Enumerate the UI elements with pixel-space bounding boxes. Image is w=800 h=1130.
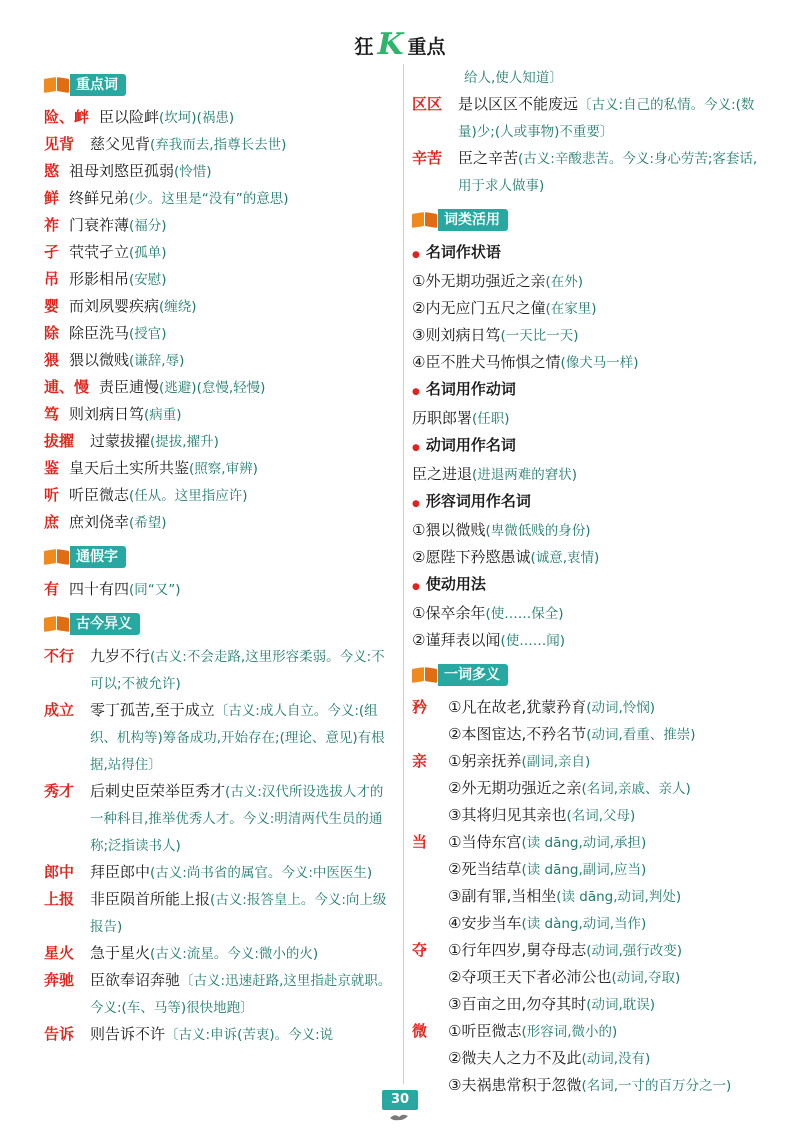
usage-example-text: 历职郎署 <box>412 409 473 427</box>
polysemy-example-text: ②死当结草 <box>448 860 522 878</box>
usage-category <box>412 488 766 517</box>
entry-body <box>90 131 394 158</box>
usage-category <box>412 239 766 268</box>
entry-term: 祚 <box>44 216 60 234</box>
polysemy-example-text: ②外无期功强近之亲 <box>448 779 582 797</box>
entry-row <box>44 266 394 293</box>
polysemy-example <box>448 694 766 721</box>
entry-body <box>69 509 394 536</box>
usage-example <box>412 322 766 349</box>
entry-note: 〔古义:迅速赶路,这里指赴京就职。今义:(车、马等)很快地跑〕 <box>90 973 392 1016</box>
usage-example-note: (使……闻) <box>500 633 565 649</box>
polysemy-example-text: ①凡在故老,犹蒙矜育 <box>448 698 587 716</box>
usage-category-label: 名词用作动词 <box>425 380 516 398</box>
entry-row <box>44 886 394 940</box>
polysemy-example-note: (读 dàng,动词,当作) <box>521 916 647 932</box>
polysemy-items <box>448 748 766 829</box>
entry-row <box>44 778 394 859</box>
entry-term: 郎中 <box>44 863 75 881</box>
entry-text: 而刘夙婴疾病 <box>69 297 160 315</box>
polysemy-example-note: (名词,一寸的百万分之一) <box>581 1078 732 1094</box>
entry-text: 茕茕孑立 <box>69 243 130 261</box>
usage-example-note: (一天比一天) <box>500 328 579 344</box>
entry-body <box>90 643 394 697</box>
entry-term: 险、衅 <box>44 108 90 126</box>
continued-note-text: 给人,使人知道〕 <box>464 70 563 86</box>
entry-note: (安慰) <box>129 272 167 288</box>
entry-row <box>44 576 394 603</box>
section-ancient-modern-meanings <box>44 613 394 635</box>
entry-body <box>69 482 394 509</box>
header-title-right: 重点 <box>407 35 446 58</box>
usage-category <box>412 376 766 405</box>
entry-term: 成立 <box>44 701 75 719</box>
polysemy-group <box>412 937 766 1018</box>
entry-note: 〔古义:自己的私情。今义:(数量)少;(人或事物)不重要〕 <box>458 97 755 140</box>
entry-body <box>90 778 394 859</box>
usage-example <box>412 461 766 488</box>
entry-text: 祖母刘愍臣孤弱 <box>69 162 175 180</box>
entry-note: (病重) <box>144 407 182 423</box>
entry-term: 婴 <box>44 297 60 315</box>
entry-note: (同“又”) <box>129 582 181 598</box>
entry-row <box>44 428 394 455</box>
entry-text: 臣欲奉诏奔驰 <box>90 971 181 989</box>
entry-term: 辛苦 <box>412 149 443 167</box>
usage-example-note: (任职) <box>472 411 510 427</box>
entry-row <box>44 320 394 347</box>
entry-term: 奔驰 <box>44 971 75 989</box>
polysemy-example <box>448 937 766 964</box>
entry-row <box>44 967 394 1021</box>
polysemy-example-text: ②夺项王天下者必沛公也 <box>448 968 612 986</box>
bullet-dot-icon: ● <box>412 443 420 453</box>
polysemy-example <box>448 1018 766 1045</box>
polysemy-example-note: (副词,亲自) <box>521 754 591 770</box>
entry-body <box>69 158 394 185</box>
ancient-modern-list <box>44 643 394 1048</box>
polysemy-example-text: ③其将归见其亲也 <box>448 806 567 824</box>
entry-term: 孑 <box>44 243 60 261</box>
polysemy-example-text: ①躬亲抚养 <box>448 752 522 770</box>
bullet-dot-icon: ● <box>412 387 420 397</box>
entry-note: (谦辞,辱) <box>129 353 185 369</box>
entry-term: 星火 <box>44 944 75 962</box>
entry-note: (希望) <box>129 515 167 531</box>
bullet-dot-icon: ● <box>412 250 420 260</box>
polysemy-example-text: ④安步当车 <box>448 914 522 932</box>
entry-text: 听臣微志 <box>69 486 130 504</box>
usage-example-note: (在外) <box>545 274 583 290</box>
polysemy-example-text: ①当侍东宫 <box>448 833 522 851</box>
entry-term: 秀才 <box>44 782 75 800</box>
entry-term: 区区 <box>412 95 443 113</box>
usage-example-note: (使……保全) <box>485 606 564 622</box>
entry-body <box>69 239 394 266</box>
polysemy-example-note: (名词,亲戚、亲人) <box>581 781 691 797</box>
entry-row <box>44 643 394 697</box>
entry-body <box>90 967 394 1021</box>
entry-text: 臣之辛苦 <box>458 149 519 167</box>
entry-term: 庶 <box>44 513 60 531</box>
entry-term: 上报 <box>44 890 75 908</box>
usage-example-note: (诚意,衷情) <box>530 550 600 566</box>
entry-note: (孤单) <box>129 245 167 261</box>
entry-row <box>44 482 394 509</box>
entry-term: 有 <box>44 580 60 598</box>
page-number: 30 <box>382 1090 418 1110</box>
book-icon <box>44 548 70 566</box>
header-k-logo: K <box>377 27 404 62</box>
polysemy-example <box>448 883 766 910</box>
entry-note: (坎坷)(祸患) <box>159 110 235 126</box>
polysemy-example-text: ③夫祸患常积于忽微 <box>448 1076 582 1094</box>
usage-example-note: (像犬马一样) <box>560 355 639 371</box>
entry-row <box>44 239 394 266</box>
entry-row <box>44 401 394 428</box>
entry-note: (古义:报答皇上。今义:向上级报告) <box>90 892 387 935</box>
section-title-label: 一词多义 <box>438 664 508 686</box>
entry-text: 过蒙拔擢 <box>90 432 151 450</box>
entry-note: (古义:流星。今义:微小的火) <box>150 946 319 962</box>
entry-text: 则告诉不许 <box>90 1025 166 1043</box>
entry-term: 笃 <box>44 405 60 423</box>
polysemy-term: 夺 <box>412 941 428 959</box>
usage-example <box>412 627 766 654</box>
polysemy-list <box>412 694 766 1099</box>
polysemy-items <box>448 694 766 748</box>
page-header <box>0 27 800 62</box>
polysemy-example-text: ③百亩之田,勿夺其时 <box>448 995 587 1013</box>
polysemy-example-text: ①行年四岁,舅夺母志 <box>448 941 587 959</box>
ancient-modern-continued-list <box>412 91 766 199</box>
entry-note: (任从。这里指应许) <box>129 488 248 504</box>
entry-row <box>44 104 394 131</box>
usage-example-note: (进退两难的窘状) <box>472 467 578 483</box>
entry-row <box>44 131 394 158</box>
usage-example-text: ①保卒余年 <box>412 604 486 622</box>
usage-example-text: ①猥以微贱 <box>412 521 486 539</box>
entry-row <box>44 509 394 536</box>
usage-category-label: 名词作状语 <box>425 243 501 261</box>
entry-text: 九岁不行 <box>90 647 151 665</box>
entry-text: 猥以微贱 <box>69 351 130 369</box>
entry-row <box>44 212 394 239</box>
entry-body <box>90 886 394 940</box>
polysemy-example-text: ②微夫人之力不及此 <box>448 1049 582 1067</box>
polysemy-example-note: (读 dāng,副词,应当) <box>521 862 647 878</box>
left-column <box>44 64 394 1048</box>
polysemy-group <box>412 829 766 937</box>
entry-row <box>44 1021 394 1048</box>
polysemy-example <box>448 910 766 937</box>
bullet-dot-icon: ● <box>412 582 420 592</box>
section-word-class-usage <box>412 209 766 231</box>
polysemy-example-note: (读 dāng,动词,承担) <box>521 835 647 851</box>
polysemy-example <box>448 856 766 883</box>
entry-body <box>99 374 394 401</box>
entry-note: 〔古义:申诉(苦衷)。今义:说 <box>165 1027 334 1043</box>
polysemy-term: 亲 <box>412 752 428 770</box>
entry-row <box>44 293 394 320</box>
entry-note: (授官) <box>129 326 167 342</box>
entry-term: 告诉 <box>44 1025 75 1043</box>
entry-row <box>412 91 766 145</box>
entry-row <box>44 940 394 967</box>
entry-note: (福分) <box>129 218 167 234</box>
entry-row <box>44 374 394 401</box>
polysemy-term: 微 <box>412 1022 428 1040</box>
entry-text: 后刺史臣荣举臣秀才 <box>90 782 226 800</box>
entry-body <box>69 212 394 239</box>
polysemy-example <box>448 775 766 802</box>
entry-body <box>90 940 394 967</box>
usage-example <box>412 295 766 322</box>
word-class-usage-list <box>412 239 766 654</box>
entry-text: 庶刘侥幸 <box>69 513 130 531</box>
usage-category-label: 动词用作名词 <box>425 436 516 454</box>
polysemy-example-note: (动词,强行改变) <box>586 943 683 959</box>
polysemy-example-note: (形容词,微小的) <box>521 1024 618 1040</box>
entry-text: 非臣陨首所能上报 <box>90 890 211 908</box>
usage-example-text: ③则刘病日笃 <box>412 326 501 344</box>
polysemy-term: 当 <box>412 833 428 851</box>
entry-note: (提拔,擢升) <box>150 434 219 450</box>
entry-body <box>90 1021 394 1048</box>
polysemy-group <box>412 1018 766 1099</box>
entry-note: (古义:辛酸悲苦。今义:身心劳苦;客套话,用于求人做事) <box>458 151 758 194</box>
entry-body <box>90 428 394 455</box>
entry-note: (缠绕) <box>159 299 197 315</box>
polysemy-example <box>448 964 766 991</box>
polysemy-term: 矜 <box>412 698 428 716</box>
book-icon <box>412 211 438 229</box>
entry-text: 急于星火 <box>90 944 151 962</box>
usage-example <box>412 544 766 571</box>
entry-note: (古义:尚书省的属官。今义:中医医生) <box>150 865 373 881</box>
entry-row <box>412 145 766 199</box>
entry-row <box>44 697 394 778</box>
column-divider <box>403 64 404 1084</box>
polysemy-example <box>448 802 766 829</box>
entry-term: 见背 <box>44 135 75 153</box>
entry-body <box>69 185 394 212</box>
entry-term: 鲜 <box>44 189 60 207</box>
usage-example <box>412 517 766 544</box>
polysemy-items <box>448 937 766 1018</box>
entry-note: (古义:汉代所设选拔人才的一种科目,推举优秀人才。今义:明清两代生员的通称;泛指读书人) <box>90 784 384 854</box>
entry-term: 鉴 <box>44 459 60 477</box>
entry-text: 是以区区不能废远 <box>458 95 579 113</box>
usage-category <box>412 571 766 600</box>
entry-text: 形影相吊 <box>69 270 130 288</box>
usage-example <box>412 349 766 376</box>
entry-text: 拜臣郎中 <box>90 863 151 881</box>
usage-category-label: 使动用法 <box>425 575 486 593</box>
entry-text: 责臣逋慢 <box>99 378 160 396</box>
entry-row <box>44 859 394 886</box>
entry-text: 除臣洗马 <box>69 324 130 342</box>
usage-example <box>412 405 766 432</box>
polysemy-group <box>412 748 766 829</box>
entry-body <box>90 697 394 778</box>
entry-text: 臣以险衅 <box>99 108 160 126</box>
usage-example-text: ②愿陛下矜愍愚诚 <box>412 548 531 566</box>
section-polysemy <box>412 664 766 686</box>
section-title-label: 重点词 <box>70 74 126 96</box>
entry-body <box>69 576 394 603</box>
entry-body <box>99 104 394 131</box>
section-title-label: 古今异义 <box>70 613 140 635</box>
usage-example <box>412 268 766 295</box>
entry-body <box>69 320 394 347</box>
entry-text: 慈父见背 <box>90 135 151 153</box>
polysemy-group <box>412 694 766 748</box>
right-column <box>412 64 766 1099</box>
polysemy-example <box>448 1072 766 1099</box>
entry-term: 猥 <box>44 351 60 369</box>
entry-note: (少。这里是“没有”的意思) <box>129 191 289 207</box>
polysemy-example-text: ①听臣微志 <box>448 1022 522 1040</box>
entry-note: (弃我而去,指尊长去世) <box>150 137 287 153</box>
polysemy-example <box>448 1045 766 1072</box>
entry-text: 皇天后土实所共鉴 <box>69 459 190 477</box>
entry-text: 门衰祚薄 <box>69 216 130 234</box>
polysemy-example <box>448 991 766 1018</box>
usage-example-text: ④臣不胜犬马怖惧之情 <box>412 353 561 371</box>
entry-body <box>69 401 394 428</box>
entry-text: 零丁孤苦,至于成立 <box>90 701 215 719</box>
polysemy-example-note: (名词,父母) <box>566 808 636 824</box>
entry-term: 除 <box>44 324 60 342</box>
polysemy-example-note: (动词,看重、推崇) <box>586 727 696 743</box>
usage-example-note: (卑微低贱的身份) <box>485 523 591 539</box>
entry-note: (逃避)(怠慢,轻慢) <box>159 380 266 396</box>
book-icon <box>44 615 70 633</box>
polysemy-example-note: (读 dāng,动词,判处) <box>556 889 682 905</box>
polysemy-example-note: (动词,耽误) <box>586 997 656 1013</box>
section-interchangeable-chars <box>44 546 394 568</box>
usage-example-text: ②谨拜表以闻 <box>412 631 501 649</box>
entry-row <box>44 185 394 212</box>
entry-note: (古义:不会走路,这里形容柔弱。今义:不可以;不被允许) <box>90 649 385 692</box>
usage-category-label: 形容词用作名词 <box>425 492 531 510</box>
entry-term: 逋、慢 <box>44 378 90 396</box>
entry-term: 拔擢 <box>44 432 75 450</box>
polysemy-example-note: (动词,没有) <box>581 1051 651 1067</box>
key-words-list <box>44 104 394 536</box>
usage-example-text: ①外无期功强近之亲 <box>412 272 546 290</box>
entry-row <box>44 158 394 185</box>
entry-text: 终鲜兄弟 <box>69 189 130 207</box>
section-title-label: 通假字 <box>70 546 126 568</box>
polysemy-example <box>448 721 766 748</box>
entry-body <box>90 859 394 886</box>
entry-body <box>69 293 394 320</box>
polysemy-items <box>448 1018 766 1099</box>
usage-example-note: (在家里) <box>545 301 597 317</box>
entry-text: 则刘病日笃 <box>69 405 145 423</box>
interchangeable-list <box>44 576 394 603</box>
entry-term: 吊 <box>44 270 60 288</box>
bird-icon <box>389 1112 409 1122</box>
entry-body <box>69 266 394 293</box>
usage-example <box>412 600 766 627</box>
entry-row <box>44 455 394 482</box>
entry-note: (怜惜) <box>174 164 212 180</box>
entry-body <box>69 347 394 374</box>
polysemy-example-text: ②本图宦达,不矜名节 <box>448 725 587 743</box>
section-key-words <box>44 74 394 96</box>
bullet-dot-icon: ● <box>412 499 420 509</box>
polysemy-items <box>448 829 766 937</box>
book-icon <box>412 666 438 684</box>
usage-category <box>412 432 766 461</box>
entry-body <box>458 91 766 145</box>
polysemy-example-text: ③副有罪,当相坐 <box>448 887 557 905</box>
continued-note <box>412 64 766 91</box>
entry-row <box>44 347 394 374</box>
entry-body <box>69 455 394 482</box>
polysemy-example-note: (动词,怜悯) <box>586 700 656 716</box>
polysemy-example-note: (动词,夺取) <box>611 970 681 986</box>
usage-example-text: 臣之进退 <box>412 465 473 483</box>
entry-note: (照察,审辨) <box>189 461 258 477</box>
entry-body <box>458 145 766 199</box>
entry-term: 愍 <box>44 162 60 180</box>
polysemy-example <box>448 748 766 775</box>
entry-text: 四十有四 <box>69 580 130 598</box>
book-icon <box>44 76 70 94</box>
entry-term: 不行 <box>44 647 75 665</box>
header-title-left: 狂 <box>354 35 374 58</box>
usage-example-text: ②内无应门五尺之僮 <box>412 299 546 317</box>
entry-note: 〔古义:成人自立。今义:(组织、机构等)筹备成功,开始存在;(理论、意见)有根据,站得住〕 <box>90 703 385 773</box>
polysemy-example <box>448 829 766 856</box>
section-title-label: 词类活用 <box>438 209 508 231</box>
entry-term: 听 <box>44 486 60 504</box>
